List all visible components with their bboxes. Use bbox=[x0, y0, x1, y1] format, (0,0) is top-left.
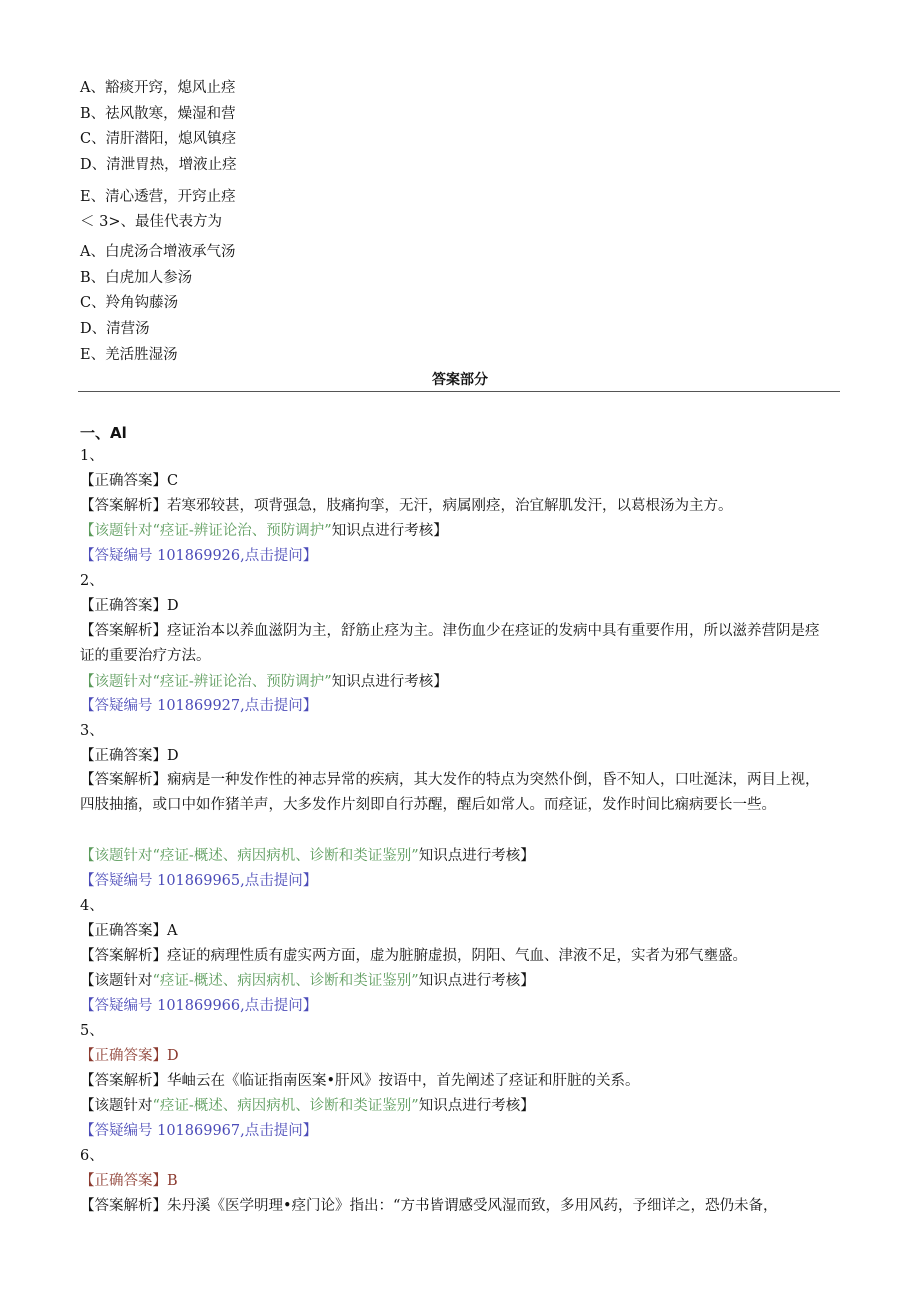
topic-text: “痉证-概述、病因病机、诊断和类证鉴别” bbox=[152, 848, 419, 864]
correct-answer: 【正确答案】D bbox=[80, 598, 179, 614]
answer-number: 6、 bbox=[80, 1148, 104, 1164]
topic-text: “痉证-辨证论治、预防调护” bbox=[152, 674, 332, 690]
qa-link[interactable]: 【答疑编号 101869927,点击提问】 bbox=[80, 698, 318, 714]
divider bbox=[78, 391, 840, 392]
answer-number: 4、 bbox=[80, 898, 104, 914]
correct-answer: 【正确答案】D bbox=[80, 748, 179, 764]
correct-answer: 【正确答案】A bbox=[80, 923, 178, 939]
topic-note bbox=[80, 971, 535, 991]
topic-prefix: 【该题针对 bbox=[80, 523, 153, 539]
topic-suffix: 知识点进行考核】 bbox=[331, 674, 448, 690]
option-line: E、清心透营，开窍止痉 bbox=[80, 189, 236, 205]
qa-link[interactable]: 【答疑编号 101869966,点击提问】 bbox=[80, 998, 318, 1014]
qa-link[interactable]: 【答疑编号 101869965,点击提问】 bbox=[80, 873, 318, 889]
answer-number: 2、 bbox=[80, 573, 104, 589]
topic-text: “痉证-概述、病因病机、诊断和类证鉴别” bbox=[152, 1098, 419, 1114]
topic-note bbox=[80, 672, 448, 692]
answer-analysis: 【答案解析】痉证的病理性质有虚实两方面，虚为脏腑虚损，阴阳、气血、津液不足，实者为邪气壅盛。 bbox=[80, 948, 747, 964]
answer-number: 3、 bbox=[80, 723, 104, 739]
answer-analysis: 【答案解析】朱丹溪《医学明理•痉门论》指出：“方书皆谓感受风湿而致，多用风药，予细详之，恐仍未备， bbox=[80, 1198, 778, 1214]
topic-text: “痉证-概述、病因病机、诊断和类证鉴别” bbox=[152, 973, 419, 989]
answer-analysis: 【答案解析】痫病是一种发作性的神志异常的疾病，其大发作的特点为突然仆倒，昏不知人，口吐涎沫，两目上视，四肢抽搐，或口中如作猪羊声，大多发作片刻即自行苏醒，醒后如常人。而痉证，发作时间比痫病要长一些。 bbox=[80, 772, 820, 813]
section-title: 一、Al bbox=[80, 424, 127, 442]
option-line: A、豁痰开窍，熄风止痉 bbox=[80, 80, 236, 96]
topic-prefix: 【该题针对 bbox=[80, 1098, 153, 1114]
option-line: C、羚角钩藤汤 bbox=[80, 295, 179, 311]
option-line: A、白虎汤合增液承气汤 bbox=[80, 244, 236, 260]
question-stem: ＜ 3>、最佳代表方为 bbox=[80, 214, 222, 230]
correct-answer: 【正确答案】B bbox=[80, 1173, 178, 1189]
topic-text: “痉证-辨证论治、预防调护” bbox=[152, 523, 332, 539]
topic-prefix: 【该题针对 bbox=[80, 674, 153, 690]
option-line: D、清泄胃热，增液止痉 bbox=[80, 157, 237, 173]
correct-answer: 【正确答案】D bbox=[80, 1048, 179, 1064]
topic-suffix: 知识点进行考核】 bbox=[331, 523, 448, 539]
topic-note bbox=[80, 521, 448, 541]
topic-prefix: 【该题针对 bbox=[80, 848, 153, 864]
topic-note bbox=[80, 846, 535, 866]
topic-suffix: 知识点进行考核】 bbox=[418, 973, 535, 989]
option-line: D、清营汤 bbox=[80, 321, 150, 337]
option-line: B、祛风散寒，燥湿和营 bbox=[80, 106, 236, 122]
qa-link[interactable]: 【答疑编号 101869967,点击提问】 bbox=[80, 1123, 318, 1139]
option-line: C、清肝潜阳，熄风镇痉 bbox=[80, 131, 237, 147]
answer-analysis: 【答案解析】痉证治本以养血滋阴为主，舒筋止痉为主。津伤血少在痉证的发病中具有重要作用，所以滋养营阴是痉证的重要治疗方法。 bbox=[80, 623, 820, 664]
option-line: E、羌活胜湿汤 bbox=[80, 347, 178, 363]
topic-prefix: 【该题针对 bbox=[80, 973, 153, 989]
option-line: B、白虎加人参汤 bbox=[80, 270, 193, 286]
topic-note bbox=[80, 1096, 535, 1116]
answer-analysis: 【答案解析】华岫云在《临证指南医案•肝风》按语中，首先阐述了痉证和肝脏的关系。 bbox=[80, 1073, 640, 1089]
topic-suffix: 知识点进行考核】 bbox=[418, 848, 535, 864]
answer-number: 1、 bbox=[80, 448, 104, 464]
correct-answer: 【正确答案】C bbox=[80, 473, 179, 489]
qa-link[interactable]: 【答疑编号 101869926,点击提问】 bbox=[80, 548, 318, 564]
answer-section-heading: 答案部分 bbox=[432, 372, 488, 388]
answer-number: 5、 bbox=[80, 1023, 104, 1039]
topic-suffix: 知识点进行考核】 bbox=[418, 1098, 535, 1114]
answer-analysis: 【答案解析】若寒邪较甚，项背强急，肢痛拘挛，无汗，病属刚痉，治宜解肌发汗，以葛根汤为主方。 bbox=[80, 498, 733, 514]
